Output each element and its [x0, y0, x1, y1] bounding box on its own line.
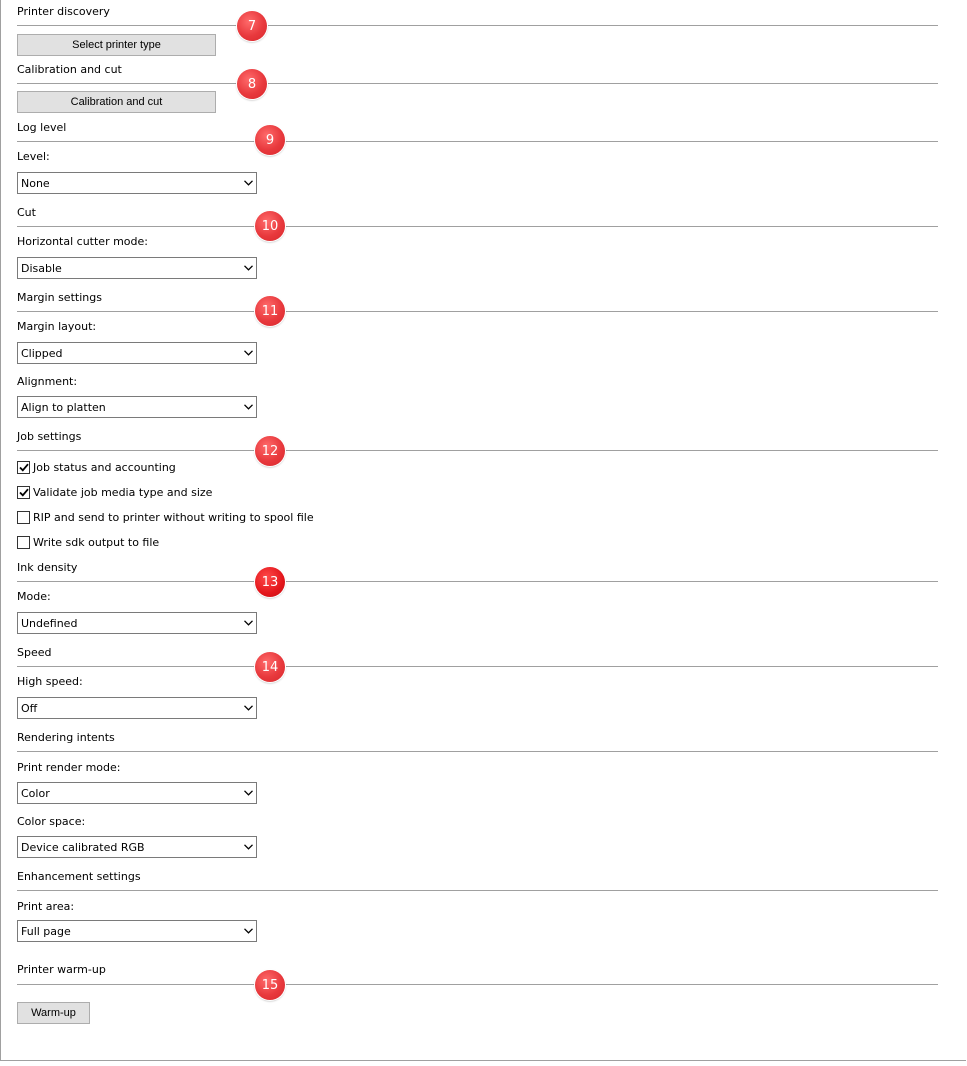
callout-badge-9: 9 — [255, 125, 285, 155]
checkbox-checked[interactable] — [17, 461, 30, 474]
checkbox-label: Job status and accounting — [33, 460, 176, 474]
color-space-select[interactable] — [17, 836, 257, 858]
section-title-log-level: Log level — [17, 121, 67, 134]
print-render-mode-select[interactable] — [17, 782, 257, 804]
checkbox-label: Write sdk output to file — [33, 535, 160, 549]
alignment-label: Alignment: — [17, 375, 78, 388]
section-title-cut: Cut — [17, 206, 36, 219]
separator — [17, 581, 938, 582]
separator — [17, 890, 938, 891]
separator — [17, 83, 938, 84]
chevron-down-icon — [240, 783, 256, 803]
level-label: Level: — [17, 150, 50, 163]
callout-badge-10: 10 — [255, 211, 285, 241]
select-value: Align to platten — [21, 400, 106, 414]
separator — [17, 25, 938, 26]
calibration-and-cut-button[interactable]: Calibration and cut — [17, 91, 216, 113]
validate-job-media-checkbox[interactable] — [17, 485, 212, 499]
chevron-down-icon — [240, 613, 256, 633]
section-title-calibration: Calibration and cut — [17, 63, 122, 76]
margin-layout-label: Margin layout: — [17, 320, 97, 333]
separator — [17, 984, 938, 985]
checkbox-checked[interactable] — [17, 486, 30, 499]
chevron-down-icon — [240, 173, 256, 193]
section-title-enhancement-settings: Enhancement settings — [17, 870, 141, 883]
separator — [17, 141, 938, 142]
chevron-down-icon — [240, 698, 256, 718]
chevron-down-icon — [240, 258, 256, 278]
chevron-down-icon — [240, 397, 256, 417]
select-value: Clipped — [21, 346, 63, 360]
write-sdk-output-checkbox[interactable] — [17, 535, 159, 549]
callout-badge-8: 8 — [237, 69, 267, 99]
select-value: None — [21, 176, 50, 190]
callout-badge-7: 7 — [237, 11, 267, 41]
callout-badge-11: 11 — [255, 296, 285, 326]
separator — [17, 226, 938, 227]
print-area-label: Print area: — [17, 900, 75, 913]
separator — [17, 450, 938, 451]
warm-up-button[interactable]: Warm-up — [17, 1002, 90, 1024]
section-title-margin-settings: Margin settings — [17, 291, 102, 304]
section-title-speed: Speed — [17, 646, 52, 659]
checkbox-label: Validate job media type and size — [33, 485, 213, 499]
chevron-down-icon — [240, 837, 256, 857]
section-title-printer-warm-up: Printer warm-up — [17, 963, 106, 976]
separator — [17, 751, 938, 752]
section-title-ink-density: Ink density — [17, 561, 78, 574]
rip-send-without-spool-checkbox[interactable] — [17, 510, 314, 524]
select-value: Disable — [21, 261, 62, 275]
select-value: Device calibrated RGB — [21, 840, 145, 854]
select-printer-type-button[interactable]: Select printer type — [17, 34, 216, 56]
color-space-label: Color space: — [17, 815, 86, 828]
log-level-select[interactable] — [17, 172, 257, 194]
alignment-select[interactable] — [17, 396, 257, 418]
checkbox-unchecked[interactable] — [17, 511, 30, 524]
horizontal-cutter-mode-label: Horizontal cutter mode: — [17, 235, 148, 248]
select-value: Full page — [21, 924, 71, 938]
select-value: Color — [21, 786, 50, 800]
separator — [17, 311, 938, 312]
section-title-rendering-intents: Rendering intents — [17, 731, 115, 744]
callout-badge-14: 14 — [255, 652, 285, 682]
separator — [17, 666, 938, 667]
print-render-mode-label: Print render mode: — [17, 761, 121, 774]
horizontal-cutter-mode-select[interactable] — [17, 257, 257, 279]
ink-mode-label: Mode: — [17, 590, 51, 603]
job-status-accounting-checkbox[interactable] — [17, 460, 176, 474]
callout-badge-13: 13 — [255, 567, 285, 597]
callout-badge-15: 15 — [255, 970, 285, 1000]
section-title-printer-discovery: Printer discovery — [17, 5, 110, 18]
checkbox-unchecked[interactable] — [17, 536, 30, 549]
select-value: Off — [21, 701, 38, 715]
print-area-select[interactable] — [17, 920, 257, 942]
high-speed-select[interactable] — [17, 697, 257, 719]
select-value: Undefined — [21, 616, 78, 630]
section-title-job-settings: Job settings — [17, 430, 82, 443]
callout-badge-12: 12 — [255, 436, 285, 466]
checkbox-label: RIP and send to printer without writing to spool file — [33, 510, 314, 524]
high-speed-label: High speed: — [17, 675, 83, 688]
chevron-down-icon — [240, 343, 256, 363]
margin-layout-select[interactable] — [17, 342, 257, 364]
chevron-down-icon — [240, 921, 256, 941]
ink-density-mode-select[interactable] — [17, 612, 257, 634]
